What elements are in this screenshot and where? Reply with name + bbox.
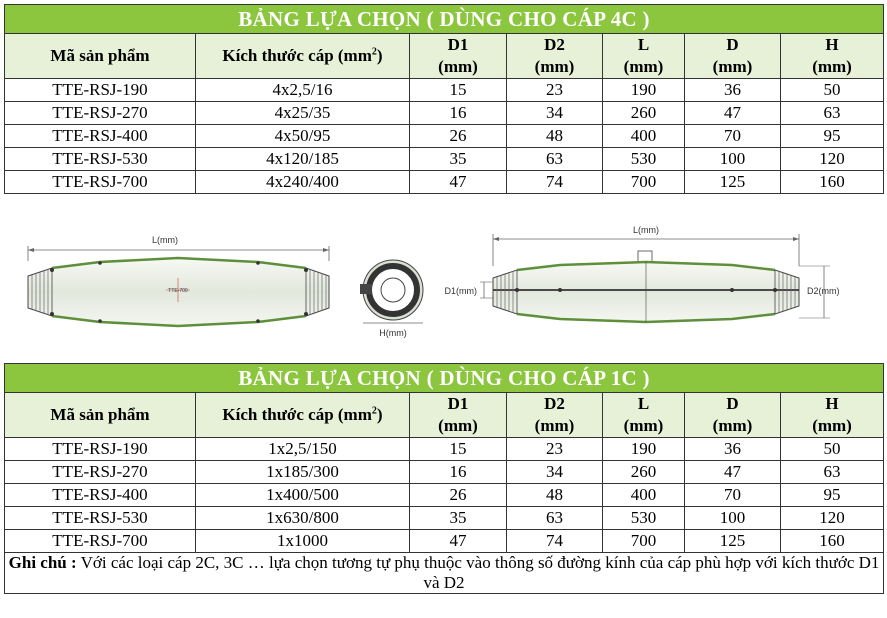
- cell-h: 120: [781, 148, 884, 171]
- footnote: [5, 553, 884, 594]
- header-d2: D2 (mm): [507, 34, 603, 79]
- cell-d2: 48: [507, 484, 603, 507]
- cell-d: 47: [685, 461, 781, 484]
- cell-l: 260: [603, 102, 685, 125]
- cell-l: 530: [603, 507, 685, 530]
- header-d1: D1 (mm): [410, 393, 507, 438]
- cell-size: 1x2,5/150: [196, 438, 410, 461]
- cell-size: 1x1000: [196, 530, 410, 553]
- cell-size: 4x120/185: [196, 148, 410, 171]
- cell-d1: 26: [410, 125, 507, 148]
- header-l: L (mm): [603, 393, 685, 438]
- cell-size: 4x25/35: [196, 102, 410, 125]
- cell-d1: 15: [410, 438, 507, 461]
- selection-table-1c: [4, 363, 884, 594]
- length-label: L(mm): [633, 225, 659, 235]
- d1-label: D1(mm): [444, 286, 477, 296]
- cell-code: TTE-RSJ-400: [5, 125, 196, 148]
- cell-d1: 35: [410, 507, 507, 530]
- footnote-text: Với các loại cáp 2C, 3C … lựa chọn tương tự phụ thuộc vào thông số đường kính của cáp phù hợp với kích thước D1 và D2: [76, 553, 880, 592]
- cell-h: 63: [781, 102, 884, 125]
- cell-size: 4x240/400: [196, 171, 410, 194]
- cell-size: 1x400/500: [196, 484, 410, 507]
- joint-dimension-diagram: [0, 206, 887, 356]
- cell-d2: 23: [507, 438, 603, 461]
- cell-h: 50: [781, 79, 884, 102]
- cell-code: TTE-RSJ-270: [5, 461, 196, 484]
- cell-code: TTE-RSJ-400: [5, 484, 196, 507]
- cell-code: TTE-RSJ-700: [5, 171, 196, 194]
- cell-d: 70: [685, 125, 781, 148]
- cell-h: 50: [781, 438, 884, 461]
- table-row: [5, 148, 884, 171]
- cell-d: 125: [685, 171, 781, 194]
- table-row: [5, 484, 884, 507]
- cell-d: 36: [685, 79, 781, 102]
- cell-d1: 15: [410, 79, 507, 102]
- joint-end-view: [360, 260, 423, 338]
- cell-l: 190: [603, 79, 685, 102]
- cell-code: TTE-RSJ-530: [5, 148, 196, 171]
- cell-l: 700: [603, 530, 685, 553]
- cell-l: 260: [603, 461, 685, 484]
- cell-code: TTE-RSJ-270: [5, 102, 196, 125]
- cell-h: 95: [781, 125, 884, 148]
- cell-d2: 34: [507, 461, 603, 484]
- cell-l: 190: [603, 438, 685, 461]
- cell-l: 400: [603, 125, 685, 148]
- height-label: H(mm): [379, 328, 407, 338]
- cell-d: 70: [685, 484, 781, 507]
- cell-l: 700: [603, 171, 685, 194]
- body-marking: TTE-700: [168, 288, 188, 294]
- cell-d2: 34: [507, 102, 603, 125]
- cell-d1: 16: [410, 102, 507, 125]
- cell-d1: 16: [410, 461, 507, 484]
- header-h: H (mm): [781, 34, 884, 79]
- table-row: [5, 102, 884, 125]
- cell-code: TTE-RSJ-190: [5, 438, 196, 461]
- header-d: D (mm): [685, 393, 781, 438]
- cell-h: 160: [781, 530, 884, 553]
- table-row: [5, 438, 884, 461]
- table-row: [5, 461, 884, 484]
- cell-size: 4x50/95: [196, 125, 410, 148]
- header-product-code: Mã sản phẩm: [5, 34, 196, 79]
- selection-table-4c: [4, 4, 884, 194]
- cell-d2: 48: [507, 125, 603, 148]
- cell-d2: 23: [507, 79, 603, 102]
- header-h: H (mm): [781, 393, 884, 438]
- cell-d: 100: [685, 148, 781, 171]
- cell-h: 63: [781, 461, 884, 484]
- header-cable-size: Kích thước cáp $(mm^2)$: [196, 393, 410, 438]
- cell-code: TTE-RSJ-190: [5, 79, 196, 102]
- cell-h: 120: [781, 507, 884, 530]
- table-row: [5, 530, 884, 553]
- d2-label: D2(mm): [807, 286, 840, 296]
- cell-size: 1x630/800: [196, 507, 410, 530]
- joint-side-view: [28, 235, 329, 326]
- table-row: [5, 125, 884, 148]
- footnote-label: Ghi chú :: [8, 553, 77, 572]
- header-cable-size: Kích thước cáp $(mm^2)$: [196, 34, 410, 79]
- table-row: [5, 79, 884, 102]
- table-row: [5, 507, 884, 530]
- cell-h: 160: [781, 171, 884, 194]
- cell-size: 1x185/300: [196, 461, 410, 484]
- cell-d: 100: [685, 507, 781, 530]
- table-title: BẢNG LỰA CHỌN ( DÙNG CHO CÁP 4C ): [5, 5, 884, 34]
- cell-code: TTE-RSJ-700: [5, 530, 196, 553]
- cell-size: 4x2,5/16: [196, 79, 410, 102]
- cell-d2: 63: [507, 507, 603, 530]
- cell-h: 95: [781, 484, 884, 507]
- cell-d1: 26: [410, 484, 507, 507]
- cell-d2: 74: [507, 530, 603, 553]
- cell-code: TTE-RSJ-530: [5, 507, 196, 530]
- table-title: BẢNG LỰA CHỌN ( DÙNG CHO CÁP 1C ): [5, 364, 884, 393]
- header-d1: D1 (mm): [410, 34, 507, 79]
- cell-l: 530: [603, 148, 685, 171]
- cell-d: 125: [685, 530, 781, 553]
- cell-d1: 47: [410, 171, 507, 194]
- cell-d2: 74: [507, 171, 603, 194]
- header-d: D (mm): [685, 34, 781, 79]
- cell-l: 400: [603, 484, 685, 507]
- cell-d2: 63: [507, 148, 603, 171]
- joint-section-view: [445, 225, 840, 322]
- cell-d1: 35: [410, 148, 507, 171]
- length-label: L(mm): [152, 235, 178, 245]
- header-d2: D2 (mm): [507, 393, 603, 438]
- cell-d1: 47: [410, 530, 507, 553]
- header-l: L (mm): [603, 34, 685, 79]
- cell-d: 47: [685, 102, 781, 125]
- cell-d: 36: [685, 438, 781, 461]
- table-row: [5, 171, 884, 194]
- header-product-code: Mã sản phẩm: [5, 393, 196, 438]
